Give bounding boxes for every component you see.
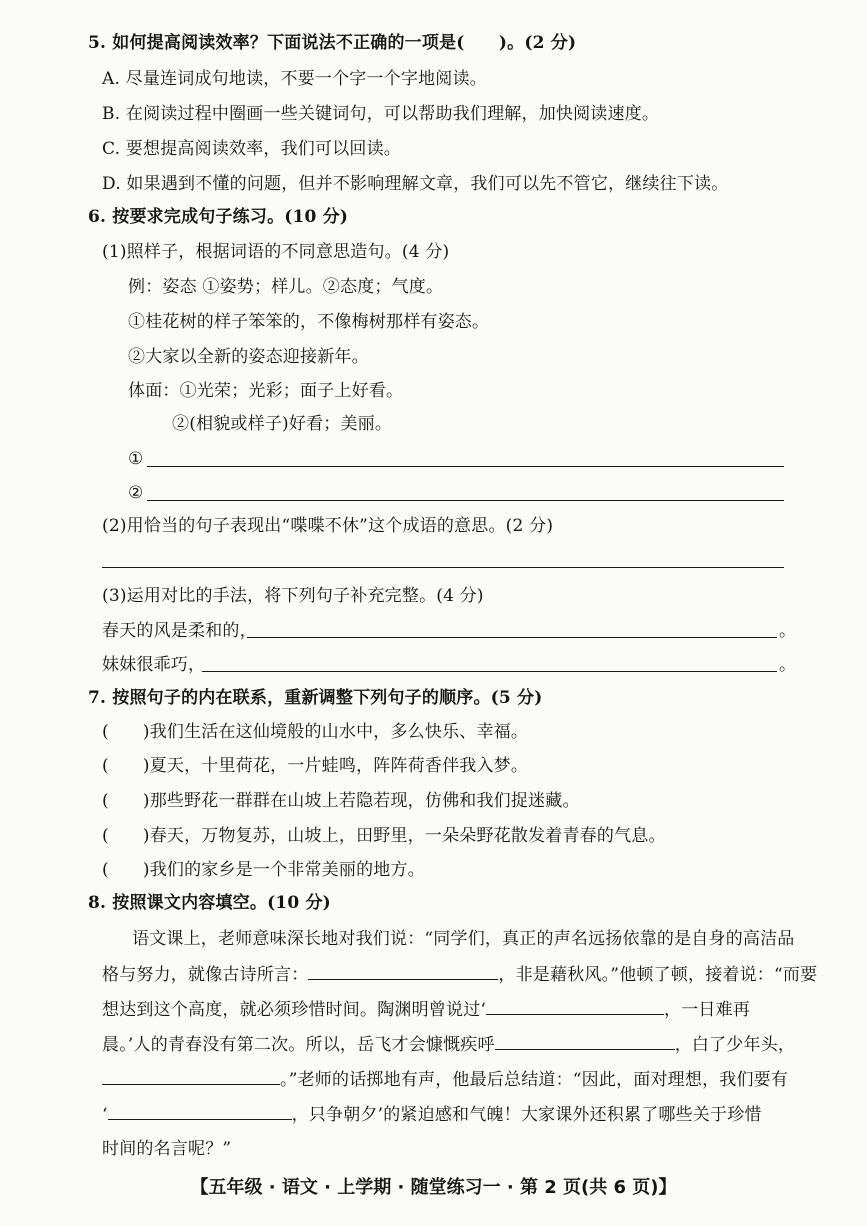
q8-line-6-b: ，只争朝夕’的紧迫感和气魄！大家课外还积累了哪些关于珍惜 [291, 1105, 762, 1125]
q5-option-a: A. 尽量连词成句地读，不要一个字一个字地阅读。 [102, 69, 487, 89]
q7-item-2-text: 夏天，十里荷花，一片蛙鸣，阵阵荷香伴我入梦。 [149, 756, 529, 776]
q7-item-5 [102, 859, 425, 881]
q6-example: 例：姿态 ①姿势；样儿。②态度；气度。 [128, 277, 444, 297]
q7-item-4-open: ( [102, 826, 109, 846]
q8-line-2-b: ，非是藉秋风。”他顿了顿，接着说：“而要 [498, 965, 818, 985]
q7-item-1 [102, 721, 528, 743]
q6-answer-line-1[interactable] [147, 466, 784, 467]
q8-line-5 [102, 1068, 788, 1091]
q6-timian-meaning-2: ②(相貌或样子)好看；美丽。 [172, 414, 393, 434]
q8-blank-5[interactable] [108, 1103, 292, 1120]
q6-answer-line-2[interactable] [147, 500, 784, 501]
q7-item-1-open: ( [102, 722, 109, 742]
q5-option-b: B. 在阅读过程中圈画一些关键词句，可以帮助我们理解，加快阅读速度。 [102, 104, 660, 124]
q8-blank-4[interactable] [102, 1068, 280, 1085]
q8-line-6-a: ‘ [102, 1105, 108, 1125]
q8-blank-2[interactable] [486, 998, 664, 1015]
q7-item-5-open: ( [102, 860, 109, 880]
q6-sentence-1-period: 。 [779, 621, 797, 641]
q7-item-4-text: 春天，万物复苏，山坡上，田野里，一朵朵野花散发着青春的气息。 [149, 826, 666, 846]
q5-option-d: D. 如果遇到不懂的问题，但并不影响理解文章，我们可以先不管它，继续往下读。 [102, 174, 729, 194]
q7-item-3-text: 那些野花一群群在山坡上若隐若现，仿佛和我们捉迷藏。 [149, 791, 580, 811]
q7-item-1-close: ) [142, 722, 150, 742]
q6-answer-mark-1: ① [128, 449, 144, 469]
q7-item-3 [102, 790, 580, 812]
q6-timian-meaning-1: 体面：①光荣；光彩；面子上好看。 [128, 381, 404, 401]
q8-line-4-b: ，白了少年头， [674, 1035, 796, 1055]
q8-line-6 [102, 1103, 762, 1126]
q8-line-1: 语文课上，老师意味深长地对我们说：“同学们，真正的声名远扬依靠的是自身的高洁品 [132, 929, 795, 949]
q8-line-3 [102, 998, 750, 1021]
q6-sentence-1: 春天的风是柔和的， [102, 621, 257, 641]
q6-sentence-2-period: 。 [779, 655, 797, 675]
q6-example-sentence-1: ①桂花树的样子笨笨的，不像梅树那样有姿态。 [128, 312, 490, 332]
q8-blank-3[interactable] [495, 1033, 675, 1050]
q7-item-2-open: ( [102, 756, 109, 776]
q8-line-4-a: 晨。’人的青春没有第二次。所以，岳飞才会慷慨疾呼 [102, 1035, 495, 1055]
q7-item-5-text: 我们的家乡是一个非常美丽的地方。 [149, 860, 425, 880]
q7-item-3-close: ) [142, 791, 150, 811]
q7-item-4 [102, 825, 666, 847]
q8-line-2 [102, 963, 817, 986]
q5-stem: 5. 如何提高阅读效率？下面说法不正确的一项是( )。(2 分) [88, 33, 577, 53]
q8-line-2-a: 格与努力，就像古诗所言： [102, 965, 309, 985]
q6-example-sentence-2: ②大家以全新的姿态迎接新年。 [128, 347, 369, 367]
q8-line-4 [102, 1033, 795, 1056]
q7-item-3-open: ( [102, 791, 109, 811]
q8-line-7: 时间的名言呢？” [102, 1139, 232, 1159]
q7-stem: 7. 按照句子的内在联系，重新调整下列句子的顺序。(5 分) [88, 688, 543, 708]
q6-part2-title: (2)用恰当的句子表现出“喋喋不休”这个成语的意思。(2 分) [102, 516, 554, 536]
q7-item-2 [102, 755, 528, 777]
q6-part2-answer-line[interactable] [102, 567, 784, 568]
q6-part1-title: (1)照样子，根据词语的不同意思造句。(4 分) [102, 242, 450, 262]
page-footer: 【五年级 · 语文 · 上学期 · 随堂练习一 · 第 2 页(共 6 页)】 [190, 1177, 677, 1198]
q6-part3-title: (3)运用对比的手法，将下列句子补充完整。(4 分) [102, 586, 484, 606]
q8-blank-1[interactable] [308, 963, 498, 980]
q6-sentence-1-blank[interactable] [247, 637, 777, 638]
q8-line-3-b: ，一日难再 [664, 1000, 751, 1020]
q7-item-5-close: ) [142, 860, 150, 880]
q5-option-c: C. 要想提高阅读效率，我们可以回读。 [102, 139, 402, 159]
q6-sentence-2-blank[interactable] [202, 671, 777, 672]
q6-stem: 6. 按要求完成句子练习。(10 分) [88, 207, 349, 227]
q7-item-2-close: ) [142, 756, 150, 776]
q8-line-5-b: 。”老师的话掷地有声，他最后总结道：“因此，面对理想，我们要有 [280, 1070, 789, 1090]
q7-item-1-text: 我们生活在这仙境般的山水中，多么快乐、幸福。 [149, 722, 529, 742]
q8-stem: 8. 按照课文内容填空。(10 分) [88, 893, 331, 913]
q6-answer-mark-2: ② [128, 483, 144, 503]
q8-line-3-a: 想达到这个高度，就必须珍惜时间。陶渊明曾说过‘ [102, 1000, 487, 1020]
q7-item-4-close: ) [142, 826, 150, 846]
q6-sentence-2: 妹妹很乖巧， [102, 655, 206, 675]
